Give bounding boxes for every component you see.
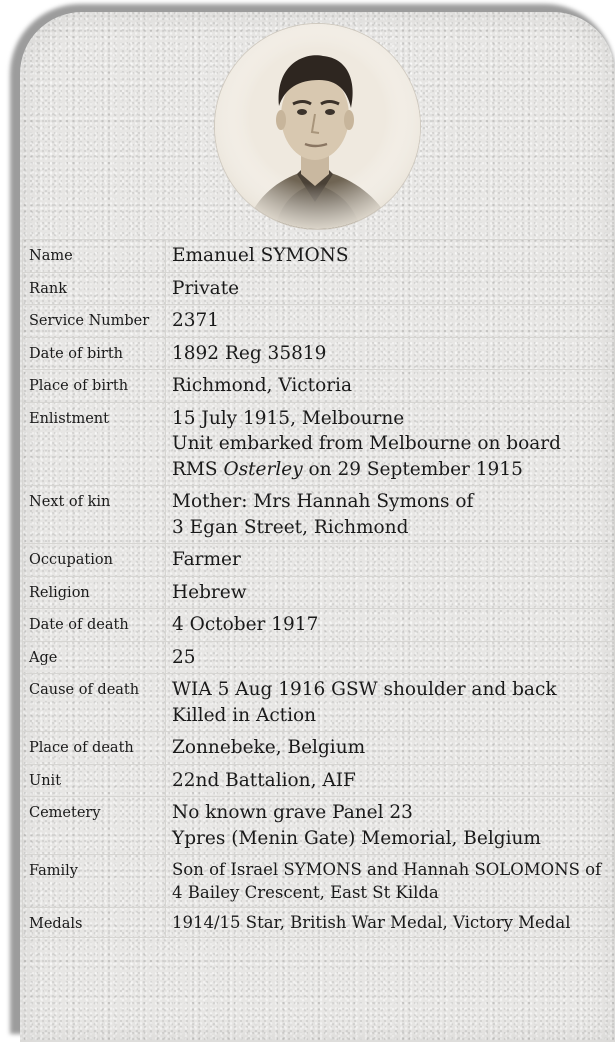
value-line: 4 Bailey Crescent, East St Kilda — [172, 883, 439, 902]
row-cause-of-death — [23, 674, 615, 732]
value-line: Richmond, Victoria — [172, 375, 352, 396]
value-cause-of-death — [166, 674, 615, 732]
value-unit — [166, 764, 615, 797]
row-family — [23, 855, 615, 908]
ship-prefix: RMS — [172, 458, 224, 480]
row-enlistment — [23, 402, 615, 486]
label-medals: Medals — [23, 908, 166, 938]
value-age — [166, 641, 615, 674]
row-date-of-birth — [23, 337, 615, 370]
value-date-of-birth — [166, 337, 615, 370]
row-age — [23, 641, 615, 674]
value-line: Farmer — [172, 549, 241, 570]
value-line: Unit embarked from Melbourne on board — [172, 433, 561, 454]
value-enlistment — [166, 402, 615, 486]
label-place-of-birth: Place of birth — [23, 370, 166, 403]
label-next-of-kin: Next of kin — [23, 486, 166, 544]
value-line: 22nd Battalion, AIF — [172, 769, 356, 791]
label-date-of-birth: Date of birth — [23, 337, 166, 370]
value-date-of-death — [166, 609, 615, 642]
row-occupation — [23, 544, 615, 577]
row-place-of-birth — [23, 370, 615, 403]
label-religion: Religion — [23, 576, 166, 609]
soldier-portrait — [215, 24, 420, 229]
label-unit: Unit — [23, 764, 166, 797]
value-line: WIA 5 Aug 1916 GSW shoulder and back — [172, 679, 557, 700]
value-family — [166, 855, 615, 908]
ship-suffix: on 29 September 1915 — [302, 458, 523, 480]
row-cemetery — [23, 797, 615, 855]
row-medals — [23, 908, 615, 938]
label-cause-of-death: Cause of death — [23, 674, 166, 732]
row-name — [23, 240, 615, 273]
value-line: 25 — [172, 646, 196, 668]
label-family: Family — [23, 855, 166, 908]
value-line: 4 October 1917 — [172, 614, 319, 635]
value-next-of-kin — [166, 486, 615, 544]
value-place-of-birth — [166, 370, 615, 403]
value-line: No known grave Panel 23 — [172, 802, 413, 823]
value-rank — [166, 272, 615, 305]
label-place-of-death: Place of death — [23, 732, 166, 765]
value-religion — [166, 576, 615, 609]
ship-line — [172, 457, 610, 483]
label-name: Name — [23, 240, 166, 273]
value-cemetery — [166, 797, 615, 855]
ship-name: Osterley — [223, 458, 303, 480]
value-line: 1892 Reg 35819 — [172, 342, 327, 364]
service-record-rows — [23, 240, 615, 938]
value-line: Mother: Mrs Hannah Symons of — [172, 491, 474, 512]
label-enlistment: Enlistment — [23, 402, 166, 486]
value-medals — [166, 908, 615, 938]
portrait-photo — [215, 24, 420, 229]
value-line: Ypres (Menin Gate) Memorial, Belgium — [172, 827, 541, 849]
row-place-of-death — [23, 732, 615, 765]
value-line: Son of Israel SYMONS and Hannah SOLOMONS of — [172, 860, 602, 879]
value-line: 3 Egan Street, Richmond — [172, 516, 409, 538]
value-line: 2371 — [172, 310, 220, 331]
value-occupation — [166, 544, 615, 577]
value-line: Private — [172, 277, 240, 299]
label-rank: Rank — [23, 272, 166, 305]
value-line: Killed in Action — [172, 704, 317, 726]
value-name — [166, 240, 615, 273]
row-unit — [23, 764, 615, 797]
value-line: 1914/15 Star, British War Medal, Victory Medal — [172, 913, 571, 932]
row-rank — [23, 272, 615, 305]
label-date-of-death: Date of death — [23, 609, 166, 642]
label-cemetery: Cemetery — [23, 797, 166, 855]
value-line: Emanuel SYMONS — [172, 245, 349, 266]
row-religion — [23, 576, 615, 609]
service-record-table — [22, 239, 615, 938]
label-occupation: Occupation — [23, 544, 166, 577]
value-service-number — [166, 305, 615, 338]
label-service-number: Service Number — [23, 305, 166, 338]
value-place-of-death — [166, 732, 615, 765]
row-date-of-death — [23, 609, 615, 642]
row-next-of-kin — [23, 486, 615, 544]
value-line: Hebrew — [172, 581, 247, 603]
label-age: Age — [23, 641, 166, 674]
value-line: Zonnebeke, Belgium — [172, 737, 366, 758]
row-service-number — [23, 305, 615, 338]
value-line: 15 July 1915, Melbourne — [172, 407, 405, 429]
